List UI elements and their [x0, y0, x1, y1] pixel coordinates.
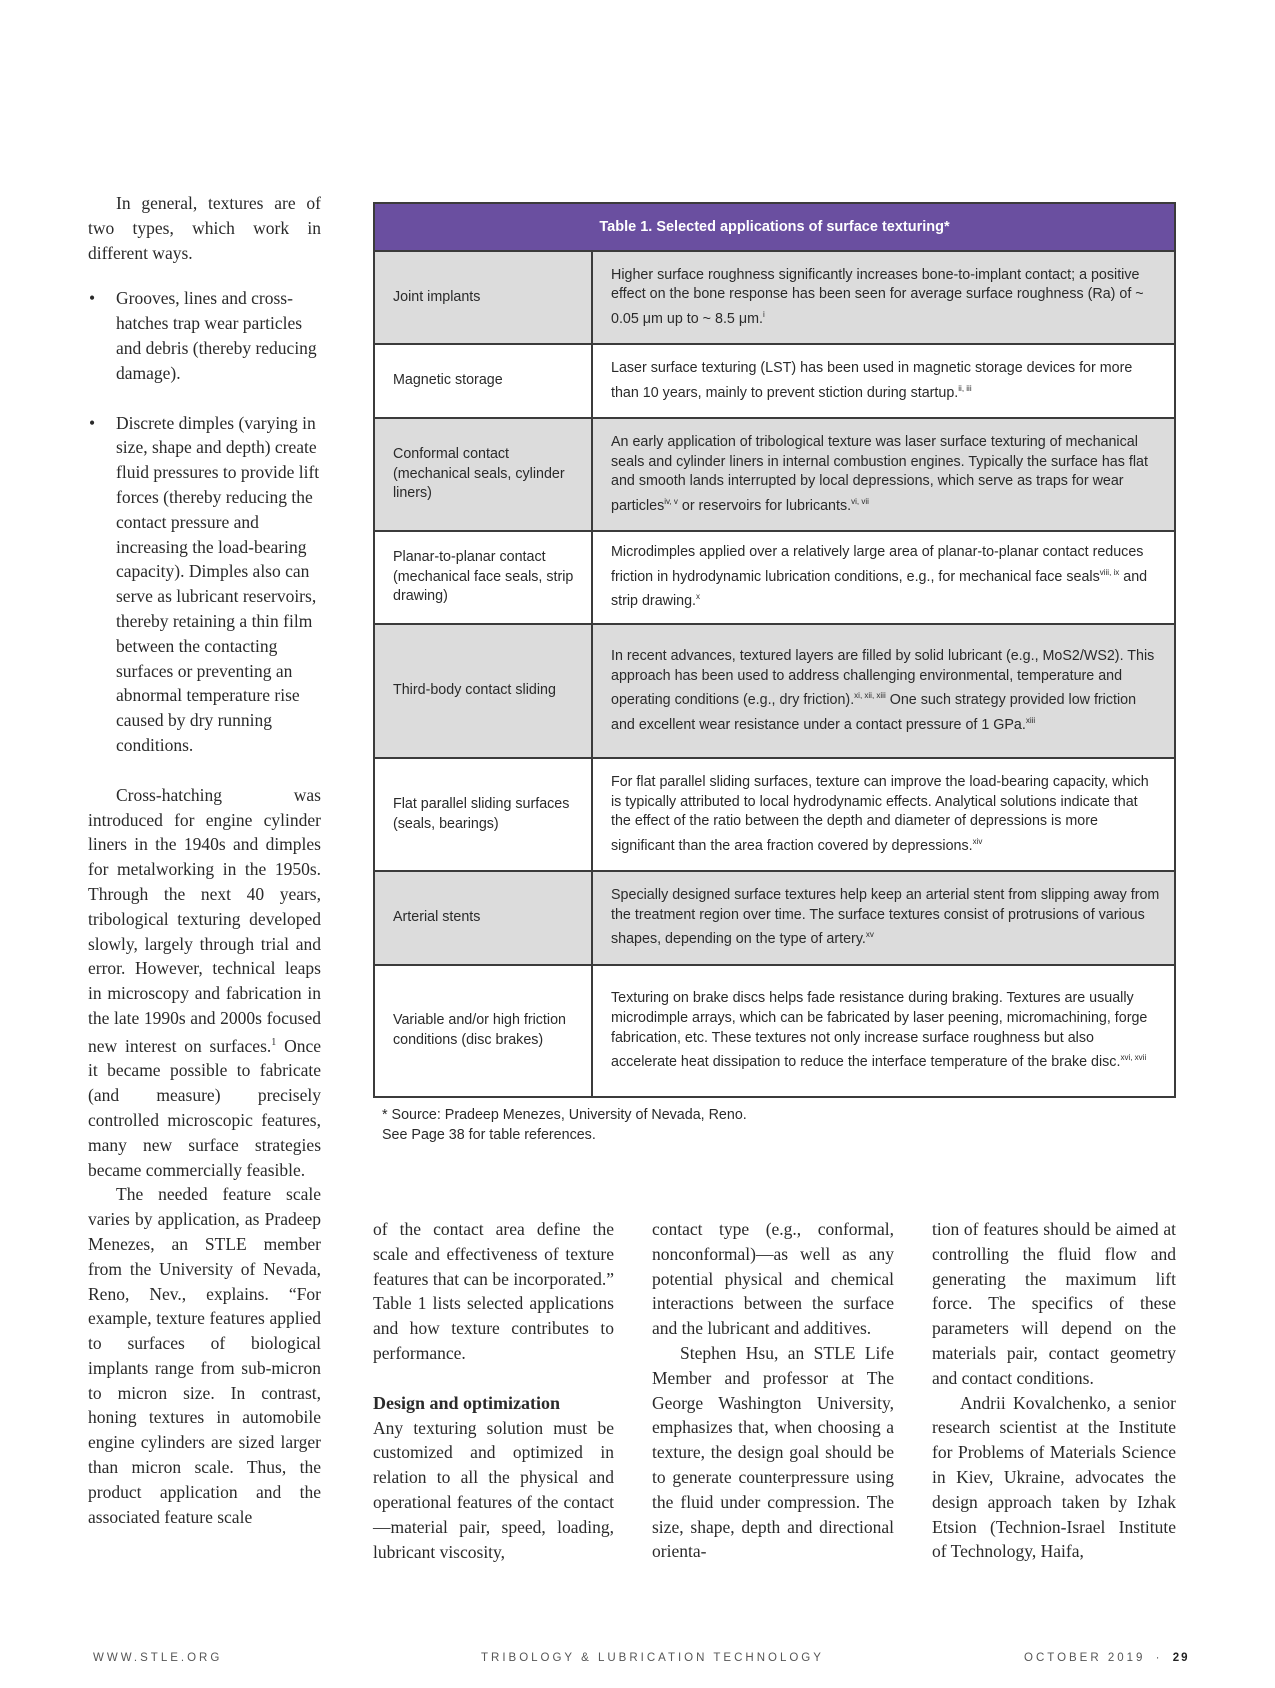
body-paragraph: The needed feature scale varies by application, as Pradeep Menezes, an STLE member from the University of Nevada, Reno, Nev., explains. “For example, texture features applied to surfaces of biological implants range from sub-micron to micron size. In contrast, honing textures in automobile engine cylinders are sized larger than micron scale. Thus, the product application and the associated feature scale	[88, 1184, 321, 1527]
reference-marker: vi, vii	[851, 496, 869, 506]
intro-paragraph: In general, textures are of two types, which work in different ways.	[88, 193, 321, 263]
crosshatch-text-cont: Once it became possible to fabricate (and measure) precisely controlled microscopic features, many new surface strategies became commercially feasible.	[88, 1035, 321, 1180]
footnote-ref: 1	[271, 1036, 277, 1048]
description-text: Texturing on brake discs helps fade resistance during braking. Textures are usually microdimple arrays, which can be fabricated by laser peening, micromachining, forge fabrication, etc. These textures not only increase surface roughness but also accelerate heat dissipation to reduce the interface temperature of the brake disc.	[611, 990, 1148, 1070]
reference-marker: xv	[865, 930, 874, 940]
reference-marker: x	[696, 592, 701, 602]
source-line: * Source: Pradeep Menezes, University of Nevada, Reno.	[382, 1107, 747, 1123]
body-paragraph: Any texturing solution must be customized and optimized in relation to all the physical and operational features of the contact—material pair, speed, loading, lubricant viscosity,	[373, 1417, 614, 1562]
body-column-2	[373, 1217, 614, 1564]
application-cell: Joint implants	[375, 252, 593, 343]
description-cell	[593, 625, 1174, 757]
table-row	[375, 964, 1174, 1096]
reference-marker: iv, v	[664, 496, 678, 506]
body-paragraph: contact type (e.g., conformal, nonconformal)—as well as any potential physical and chemical interactions between the surface and the lubricant and additives.	[652, 1219, 894, 1339]
description-cell	[593, 966, 1174, 1096]
body-paragraph: Stephen Hsu, an STLE Life Member and professor at The George Washington University, emphasizes that, when choosing a texture, the design goal should be to generate counterpressure using the fluid under compression. The size, shape, depth and directional orienta-	[652, 1342, 894, 1562]
application-cell: Magnetic storage	[375, 345, 593, 417]
footer-issue	[1024, 1652, 1189, 1664]
page-number: 29	[1172, 1652, 1190, 1664]
application-cell: Flat parallel sliding surfaces (seals, bearings)	[375, 759, 593, 870]
footer-website: WWW.STLE.ORG	[93, 1652, 223, 1664]
body-paragraph	[88, 783, 321, 1183]
description-cell	[593, 419, 1174, 530]
left-column	[88, 191, 321, 1529]
body-column-3	[652, 1217, 894, 1564]
table-row	[375, 623, 1174, 757]
application-cell: Arterial stents	[375, 872, 593, 964]
table-row	[375, 870, 1174, 964]
description-cell	[593, 872, 1174, 964]
issue-date: OCTOBER 2019	[1024, 1652, 1146, 1664]
crosshatch-text: Cross-hatching was introduced for engine cylinder liners in the 1940s and dimples for metalworking in the 1950s. Through the next 40 years, tribological texturing developed slowly, largely through trial and error. However, technical leaps in microscopy and fabrication in the late 1990s and 2000s focused new interest on surfaces.	[88, 784, 321, 1056]
description-cell	[593, 759, 1174, 870]
description-text: and strip drawing.	[611, 568, 1148, 610]
application-cell: Conformal contact (mechanical seals, cylinder liners)	[375, 419, 593, 530]
list-item: • Grooves, lines and cross-hatches trap wear particles and debris (thereby reducing damage).	[88, 286, 321, 385]
description-text: Specially designed surface textures help keep an arterial stent from slipping away from the treatment region over time. The surface textures consist of protrusions of various shapes, depending on the type of artery.	[611, 887, 1160, 948]
body-paragraph: tion of features should be aimed at controlling the fluid flow and generating the maximum lift force. The specifics of these parameters will depend on the materials pair, contact geometry and contact conditions.	[932, 1219, 1176, 1388]
texture-types-list	[88, 286, 321, 757]
table-row	[375, 343, 1174, 417]
table-title: Table 1. Selected applications of surface texturing*	[375, 204, 1174, 252]
description-text: Microdimples applied over a relatively large area of planar-to-planar contact reduces friction in hydrodynamic lubrication conditions, e.g., for mechanical face seals	[611, 544, 1144, 585]
description-text: For flat parallel sliding surfaces, texture can improve the load-bearing capacity, which is typically attributed to local hydrodynamic effects. Analytical solutions indicate that the effect of the ratio between the depth and diameter of depressions is more significant than the area fraction covered by depressions.	[611, 773, 1149, 854]
reference-marker: viii, ix	[1099, 567, 1120, 577]
table-row	[375, 252, 1174, 343]
reference-marker: xi, xii, xiii	[854, 691, 886, 701]
description-text: or reservoirs for lubricants.	[677, 497, 852, 514]
reference-marker: xiii	[1025, 715, 1036, 725]
list-item: • Discrete dimples (varying in size, shape and depth) create fluid pressures to provide lift forces (thereby reducing the contact pressure and increasing the load-bearing capacity). Dimples also can serve as lubricant reservoirs, thereby retaining a thin film between the contacting surfaces or preventing an abnormal temperature rise caused by dry running conditions.	[88, 411, 321, 758]
application-cell: Planar-to-planar contact (mechanical face seals, strip drawing)	[375, 532, 593, 623]
table-source-note	[382, 1106, 747, 1145]
body-column-4	[932, 1217, 1176, 1564]
application-cell: Variable and/or high friction conditions (disc brakes)	[375, 966, 593, 1096]
surface-texturing-table	[373, 202, 1176, 1098]
description-text: Higher surface roughness significantly increases bone-to-implant contact; a positive effect on the bone response has been seen for average surface roughness (Ra) of ~ 0.05 μm up to ~ 8.5 μm.	[611, 266, 1144, 327]
source-line: See Page 38 for table references.	[382, 1126, 596, 1143]
body-paragraph: Andrii Kovalchenko, a senior research scientist at the Institute for Problems of Materials Science in Kiev, Ukraine, advocates the design approach taken by Izhak Etsion (Technion-Israel Institute of Technology, Haifa,	[932, 1392, 1176, 1562]
separator: ·	[1155, 1652, 1163, 1664]
footer-magazine-title: TRIBOLOGY & LUBRICATION TECHNOLOGY	[481, 1652, 824, 1664]
table-row	[375, 417, 1174, 530]
description-text: An early application of tribological texture was laser surface texturing of mechanical seals and cylinder liners in internal combustion engines. Typically the surface has flat and smooth lands interrupted by local depressions, which serve as traps for wear particles	[611, 433, 1148, 514]
reference-marker: ii, iii	[958, 383, 972, 393]
table-row	[375, 757, 1174, 870]
description-text: Laser surface texturing (LST) has been used in magnetic storage devices for more than 10 years, mainly to prevent stiction during startup.	[611, 360, 1133, 401]
description-text: In recent advances, textured layers are filled by solid lubricant (e.g., MoS2/WS2). This approach has been used to address challenging environmental, temperature and operating conditions (e.g., dry friction).	[611, 648, 1155, 708]
description-cell	[593, 345, 1174, 417]
reference-marker: xiv	[972, 836, 983, 846]
reference-marker: xvi, xvii	[1120, 1053, 1147, 1063]
reference-marker: i	[762, 309, 765, 319]
section-heading: Design and optimization	[373, 1392, 561, 1413]
description-cell	[593, 532, 1174, 623]
body-paragraph: of the contact area define the scale and effectiveness of texture features that can be incorporated.” Table 1 lists selected applications and how texture contributes to performance.	[373, 1219, 614, 1363]
table-row	[375, 530, 1174, 623]
application-cell: Third-body contact sliding	[375, 625, 593, 757]
description-cell	[593, 252, 1174, 343]
description-text: One such strategy provided low friction and excellent wear resistance under a contact pressure of 1 GPa.	[611, 692, 1137, 733]
